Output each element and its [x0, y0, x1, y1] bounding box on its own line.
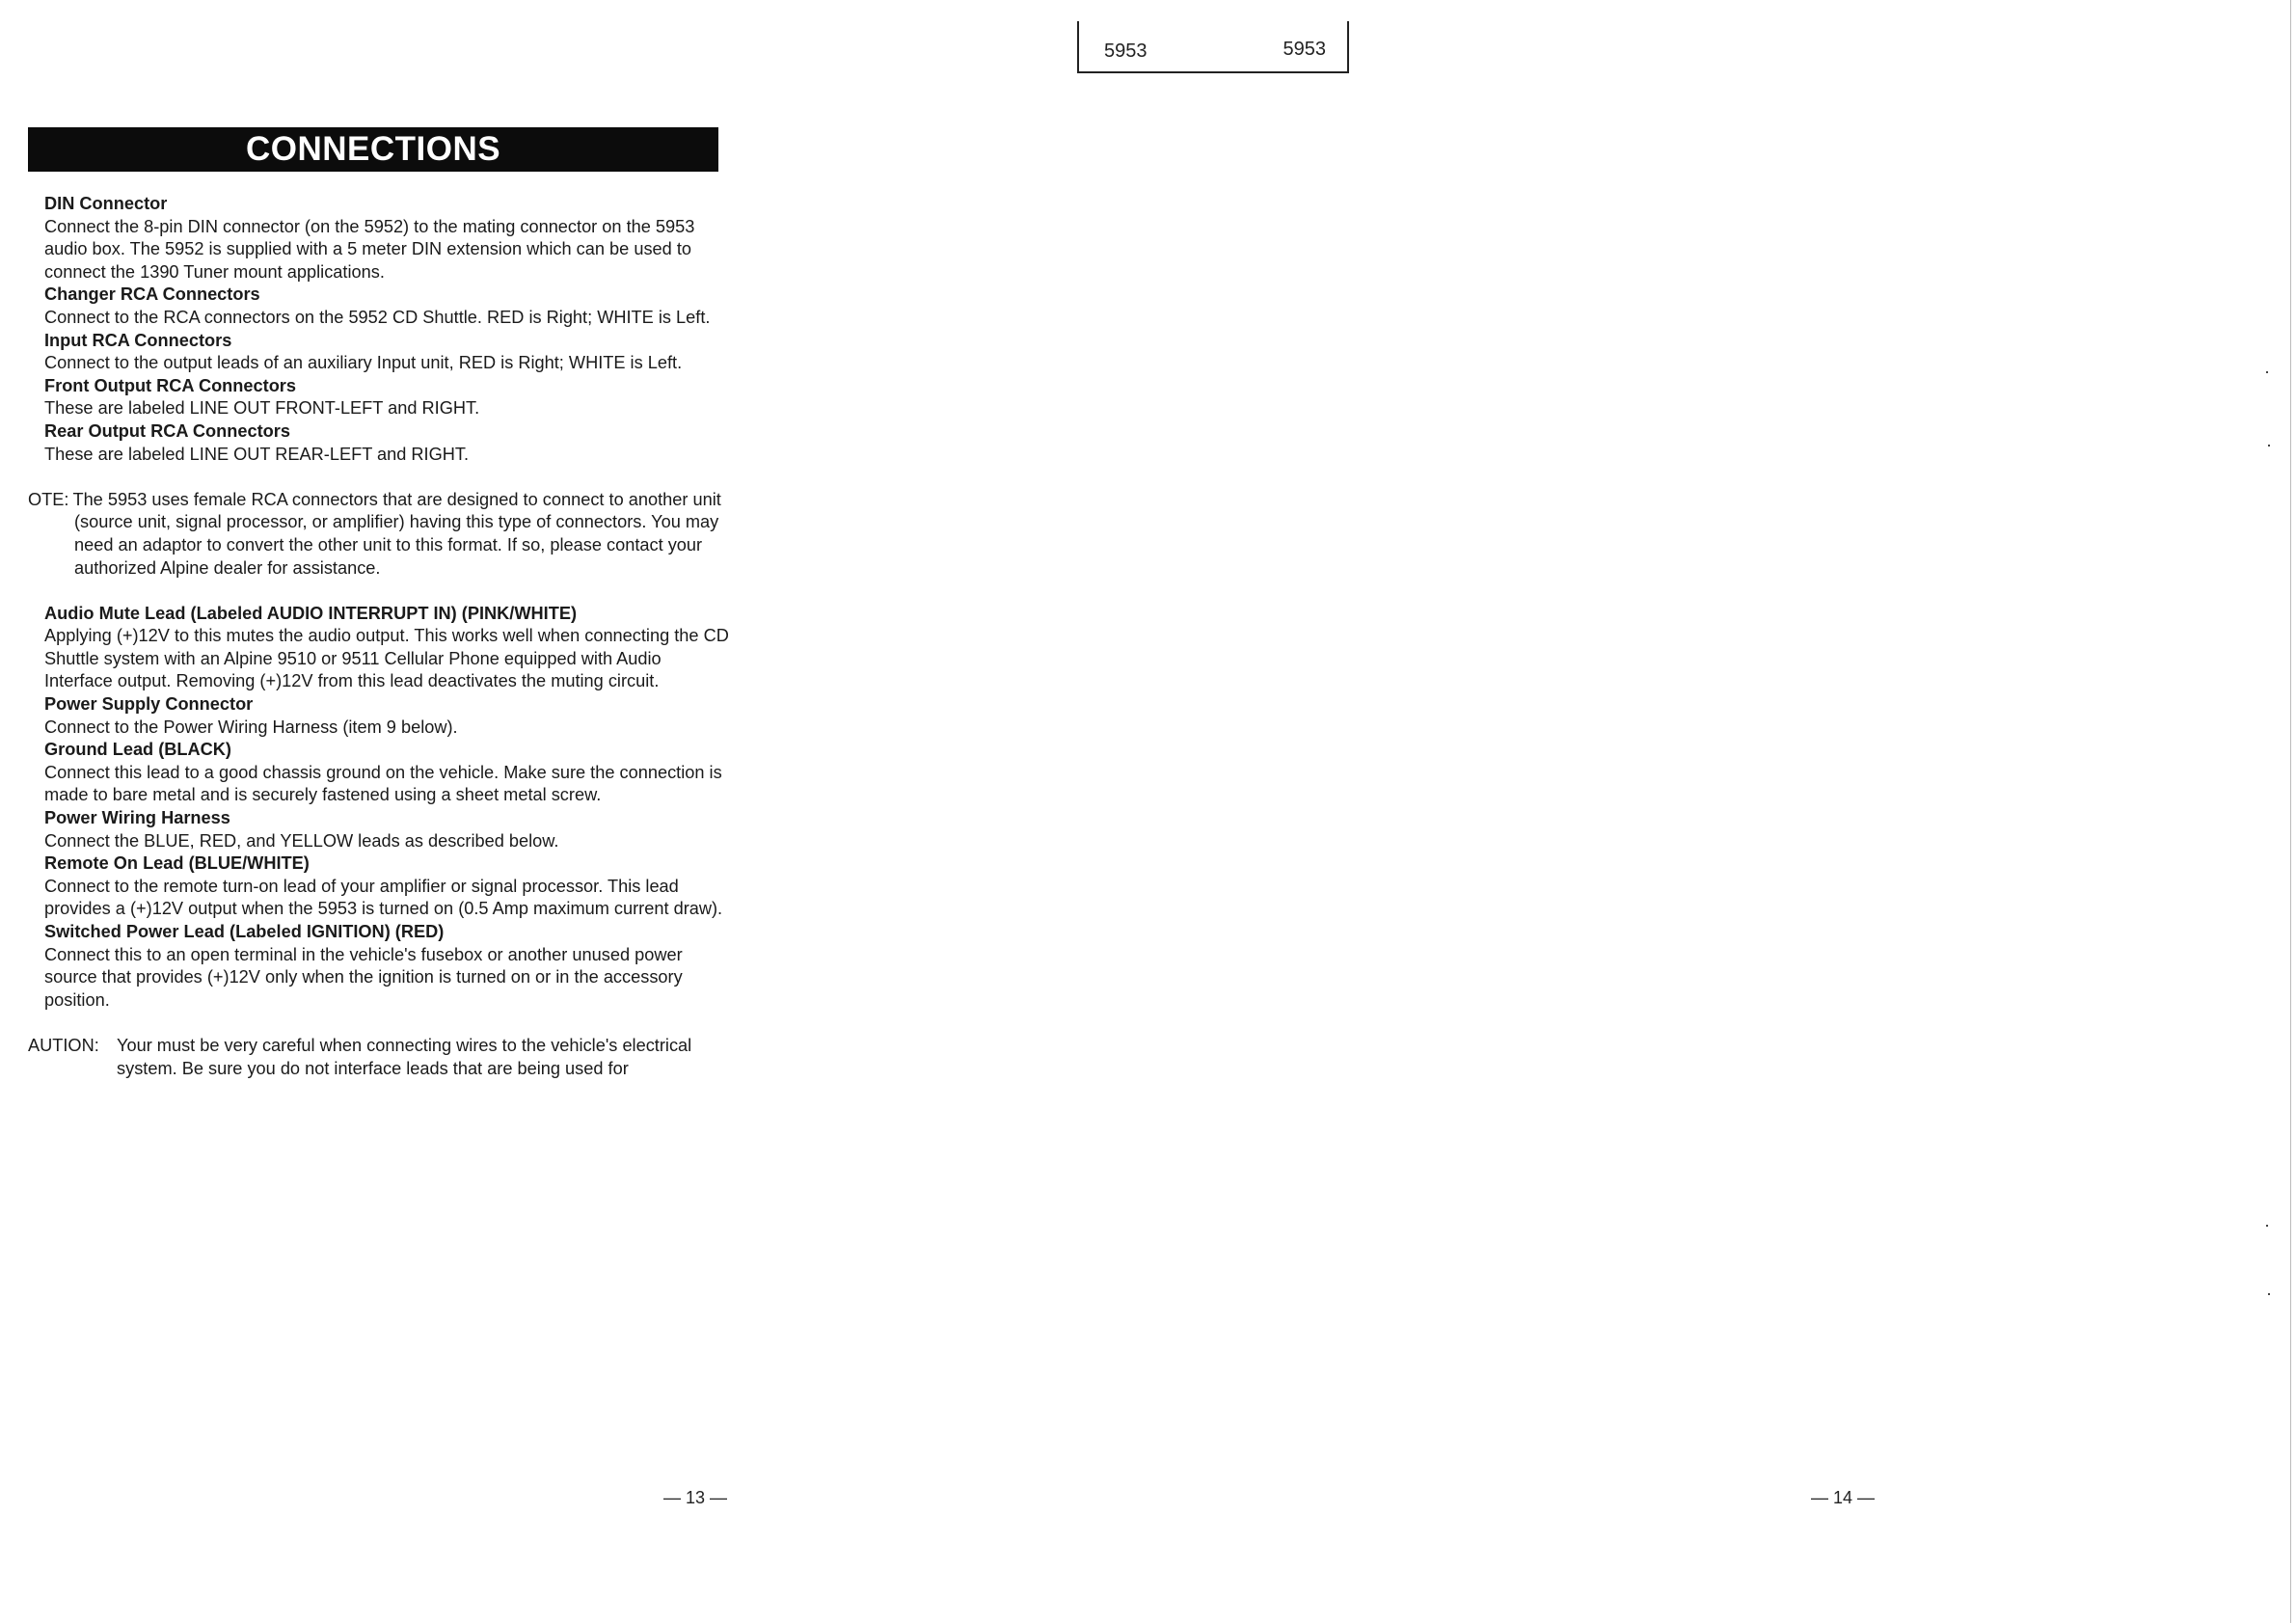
- section-body: Connect to the Power Wiring Harness (item 9 below).: [44, 717, 458, 737]
- page-number-right: — 14 —: [1811, 1488, 1876, 1507]
- page-number-left: — 13 —: [663, 1488, 728, 1507]
- model-number-box: [1077, 21, 1349, 73]
- note-label: OTE:: [28, 489, 69, 509]
- section-switched-power-lead: [0, 921, 733, 1012]
- section-body: Connect the 8-pin DIN connector (on the 5952) to the mating connector on the 5953 audio box. The 5952 is supplied with a 5 meter DIN extension which can be used to connect the 1390 Tuner mount applications.: [44, 216, 695, 282]
- section-body: These are labeled LINE OUT REAR-LEFT and RIGHT.: [44, 444, 470, 464]
- section-body: Connect the BLUE, RED, and YELLOW leads as described below.: [44, 830, 559, 851]
- section-body: These are labeled LINE OUT FRONT-LEFT and RIGHT.: [44, 398, 480, 419]
- section-heading: Remote On Lead (BLUE/WHITE): [44, 853, 310, 874]
- section-remote-on-lead: [0, 852, 733, 921]
- caution-text: Your must be very careful when connecting wires to the vehicle's electrical system. Be sure you do not interface leads that are being used for: [117, 1035, 692, 1078]
- section-heading: Changer RCA Connectors: [44, 284, 260, 305]
- section-power-supply-connector: [0, 693, 733, 739]
- section-heading: Power Wiring Harness: [44, 808, 230, 828]
- page-edge-rule: [2290, 0, 2291, 1623]
- section-ground-lead: [0, 739, 733, 807]
- note-paragraph: [0, 489, 733, 580]
- model-number-right: 5953: [1283, 39, 1326, 60]
- section-body: Applying (+)12V to this mutes the audio output. This works well when connecting the CD Shuttle system with an Alpine 9510 or 9511 Cellular Phone equipped with Audio Interface output. Removing (+)12V from this lead deactivates the muting circuit.: [44, 626, 729, 691]
- section-heading: Input RCA Connectors: [44, 330, 232, 350]
- section-rear-output-rca: [0, 420, 733, 466]
- section-front-output-rca: [0, 375, 733, 420]
- caution-label: AUTION:: [28, 1035, 99, 1055]
- section-heading: Rear Output RCA Connectors: [44, 420, 290, 441]
- scan-speck: [2268, 1293, 2270, 1295]
- section-audio-mute-lead: [0, 603, 733, 693]
- section-heading: Switched Power Lead (Labeled IGNITION) (RED): [44, 922, 445, 941]
- section-heading: Audio Mute Lead (Labeled AUDIO INTERRUPT IN) (PINK/WHITE): [44, 603, 578, 623]
- section-changer-rca: [0, 284, 733, 329]
- section-body: Connect to the RCA connectors on the 5952 CD Shuttle. RED is Right; WHITE is Left.: [44, 307, 711, 327]
- note-text: The 5953 uses female RCA connectors that are designed to connect to another unit (source unit, signal processor, or amplifier) having this type of connectors. You may need an adaptor to convert the other unit to this format. If so, please contact your authorized Alpine dealer for assistance.: [72, 489, 721, 578]
- scan-speck: [2266, 371, 2268, 373]
- connections-banner: CONNECTIONS: [28, 127, 718, 172]
- scan-speck: [2268, 445, 2270, 446]
- section-din-connector: [0, 193, 733, 284]
- section-input-rca: [0, 330, 733, 375]
- section-heading: DIN Connector: [44, 194, 168, 213]
- scan-speck: [2266, 1225, 2268, 1227]
- section-heading: Power Supply Connector: [44, 694, 254, 715]
- section-heading: Front Output RCA Connectors: [44, 375, 296, 395]
- section-power-wiring-harness: [0, 807, 733, 852]
- connections-text-column: [0, 193, 733, 1080]
- section-body: Connect this to an open terminal in the vehicle's fusebox or another unused power source that provides (+)12V only when the ignition is turned on or in the accessory position.: [44, 944, 683, 1010]
- section-body: Connect to the remote turn-on lead of your amplifier or signal processor. This lead provides a (+)12V output when the 5953 is turned on (0.5 Amp maximum current draw).: [44, 876, 723, 919]
- section-body: Connect this lead to a good chassis ground on the vehicle. Make sure the connection is made to bare metal and is securely fastened using a sheet metal screw.: [44, 762, 722, 805]
- model-number-left: 5953: [1104, 41, 1148, 62]
- section-heading: Ground Lead (BLACK): [44, 740, 231, 760]
- caution-paragraph: [0, 1035, 733, 1080]
- section-body: Connect to the output leads of an auxiliary Input unit, RED is Right; WHITE is Left.: [44, 353, 683, 373]
